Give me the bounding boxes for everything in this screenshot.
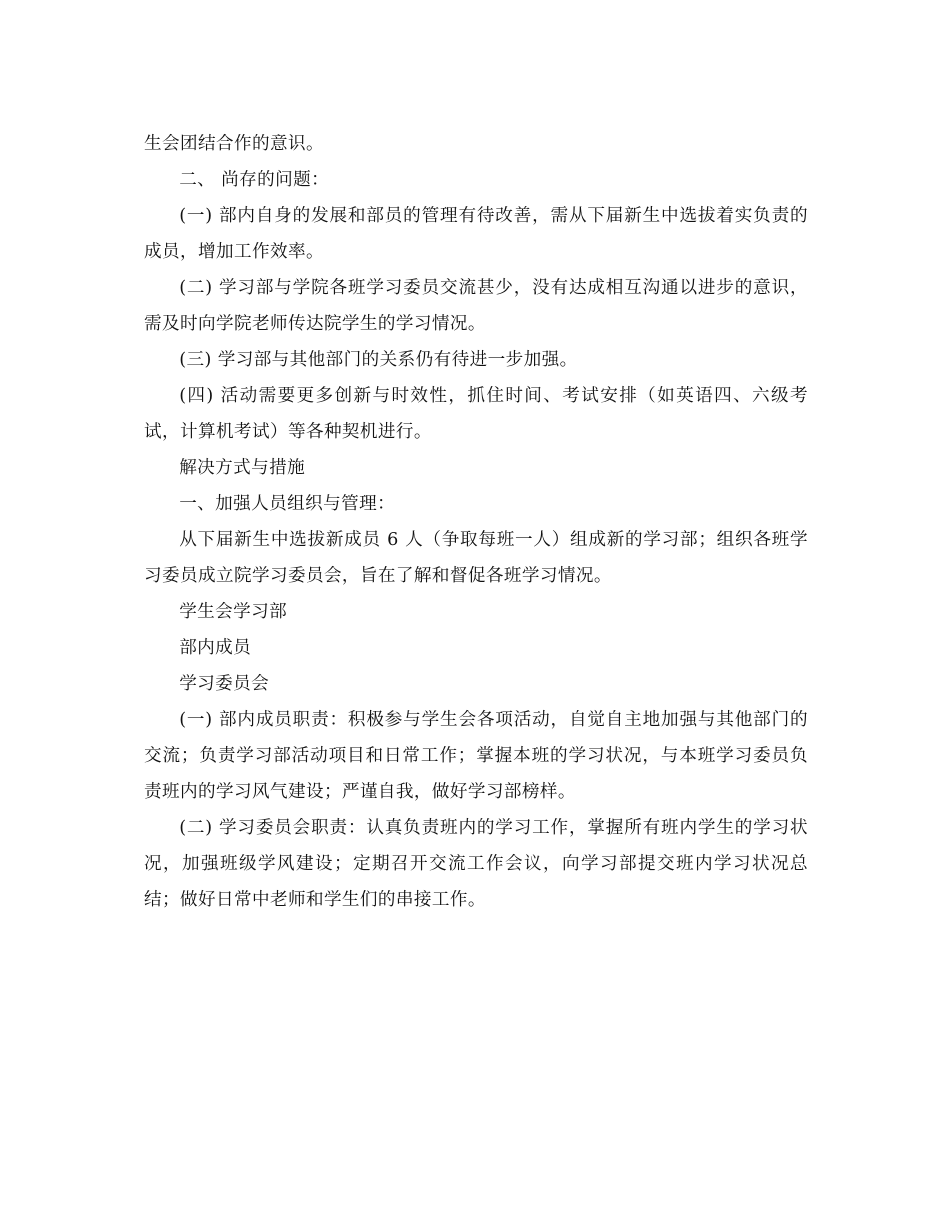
org-label-committee: 学习委员会: [179, 674, 270, 694]
paragraph: 生会团结合作的意识。: [144, 134, 324, 154]
paragraph: (一) 部内成员职责：积极参与学生会各项活动，自觉自主地加强与其他部门的交流；负责学习部活动项目和日常工作；掌握本班的学习状况，与本班学习委员负责班内的学习风气建设；严谨自我，做好学习部榜样。: [144, 710, 808, 802]
subsection-heading: 一、加强人员组织与管理：: [179, 494, 396, 514]
paragraph: (三) 学习部与其他部门的关系仍有待进一步加强。: [179, 350, 578, 370]
paragraph: (二) 学习委员会职责：认真负责班内的学习工作，掌握所有班内学生的学习状况，加强班级学风建设；定期召开交流工作会议，向学习部提交班内学习状况总结；做好日常中老师和学生们的串接工作。: [144, 818, 808, 910]
paragraph: (二) 学习部与学院各班学习委员交流甚少，没有达成相互沟通以进步的意识，需及时向学院老师传达院学生的学习情况。: [144, 278, 808, 334]
paragraph: (四) 活动需要更多创新与时效性，抓住时间、考试安排（如英语四、六级考试，计算机考试）等各种契机进行。: [144, 386, 808, 442]
org-label-members: 部内成员: [179, 638, 252, 658]
org-label-study-dept: 学生会学习部: [179, 602, 288, 622]
section-heading-issues: 二、 尚存的问题：: [179, 170, 330, 190]
paragraph: (一) 部内自身的发展和部员的管理有待改善，需从下届新生中选拔着实负责的成员，增加工作效率。: [144, 206, 808, 262]
paragraph: 从下届新生中选拔新成员 6 人（争取每班一人）组成新的学习部；组织各班学习委员成立院学习委员会，旨在了解和督促各班学习情况。: [144, 530, 808, 586]
section-heading-solutions: 解决方式与措施: [179, 458, 306, 478]
document-body: [144, 126, 808, 918]
